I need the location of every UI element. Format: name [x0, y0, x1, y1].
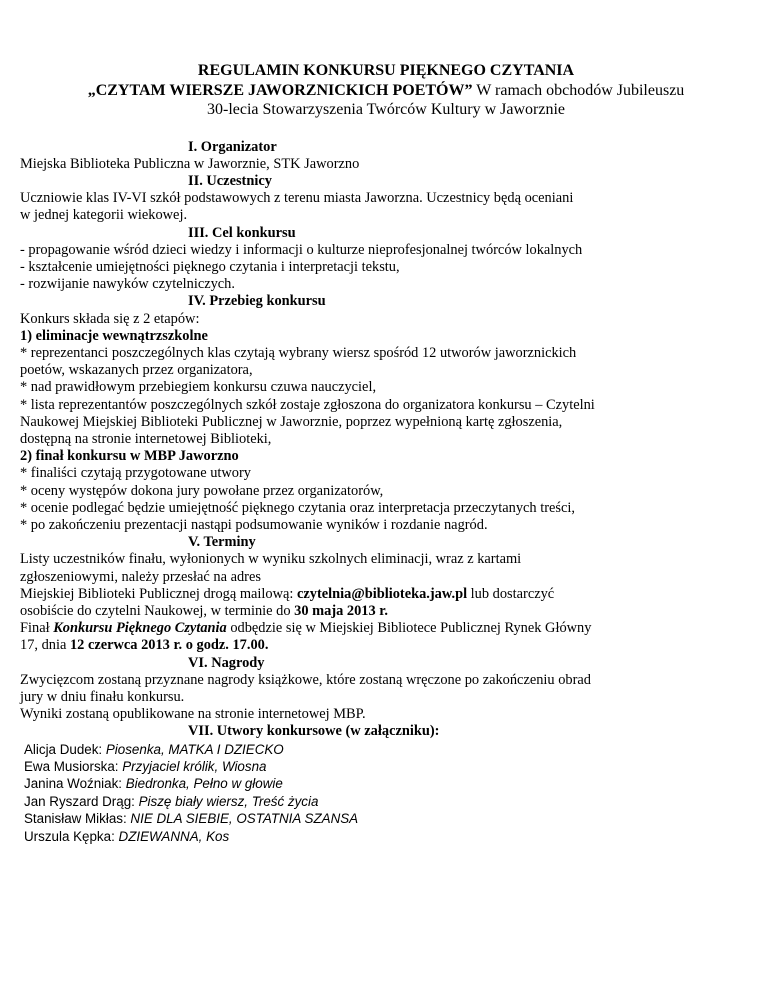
stage-2-line: * finaliści czytają przygotowane utwory	[20, 465, 251, 482]
title-line-2-rest: W ramach obchodów Jubileuszu	[472, 81, 685, 99]
dates-line-6-text: 17, dnia	[20, 637, 70, 654]
stage-2-line: * po zakończeniu prezentacji nastąpi podsumowanie wyników i rozdanie nagród.	[20, 516, 488, 533]
work-titles: Biedronka, Pełno w głowie	[125, 776, 283, 792]
dates-line-2: zgłoszeniowymi, należy przesłać na adres	[20, 568, 261, 585]
title-line-2	[20, 81, 752, 101]
stage-1-line: * nad prawidłowym przebiegiem konkursu czuwa nauczyciel,	[20, 379, 377, 396]
dates-line-1: Listy uczestników finału, wyłonionych w wyniku szkolnych eliminacji, wraz z kartami	[20, 551, 522, 568]
section-dates-heading: V. Terminy	[188, 534, 256, 551]
stage-1-line: * lista reprezentantów poszczególnych szkół zostaje zgłoszona do organizatora konkursu – Czytelni	[20, 396, 595, 413]
list-item	[24, 758, 752, 775]
stage-2-line: * oceny występów dokona jury powołane przez organizatorów,	[20, 482, 384, 499]
dates-line-3-text: Miejskiej Biblioteki Publicznej drogą mailową:	[20, 585, 297, 602]
section-course-heading: IV. Przebieg konkursu	[188, 293, 326, 310]
dates-line-5	[20, 620, 752, 637]
work-titles: NIE DLA SIEBIE, OSTATNIA SZANSA	[130, 811, 359, 827]
goal-item: - propagowanie wśród dzieci wiedzy i informacji o kulturze nieprofesjonalnej twórców lokalnych	[20, 241, 583, 258]
list-item	[24, 775, 752, 792]
section-goal-heading: III. Cel konkursu	[188, 224, 296, 241]
contest-motto: „CZYTAM WIERSZE JAWORZNICKICH POETÓW”	[87, 81, 473, 99]
section-organizer-text: Miejska Biblioteka Publiczna w Jaworznie, STK Jaworzno	[20, 155, 360, 172]
section-prizes-heading: VI. Nagrody	[188, 654, 265, 671]
dates-line-4-text: osobiście do czytelni Naukowej, w terminie do	[20, 602, 295, 619]
dates-line-4	[20, 603, 752, 620]
stage-1-line: poetów, wskazanych przez organizatora,	[20, 362, 253, 379]
work-author: Ewa Musiorska:	[24, 759, 123, 775]
goal-item: - kształcenie umiejętności pięknego czytania i interpretacji tekstu,	[20, 258, 400, 275]
work-author: Urszula Kępka:	[24, 828, 119, 844]
work-titles: Przyjaciel królik, Wiosna	[122, 759, 267, 775]
final-date: 12 czerwca 2013 r. o godz. 17.00.	[69, 637, 269, 654]
title-line-1: REGULAMIN KONKURSU PIĘKNEGO CZYTANIA	[197, 62, 575, 79]
work-titles: DZIEWANNA, Kos	[118, 828, 230, 844]
section-works-heading: VII. Utwory konkursowe (w załączniku):	[188, 723, 440, 740]
dates-line-3-rest: lub dostarczyć	[467, 585, 555, 602]
title-line-3: 30-lecia Stowarzyszenia Twórców Kultury w Jaworznie	[206, 101, 566, 118]
work-titles: Piszę biały wiersz, Treść życia	[138, 793, 319, 809]
deadline-date: 30 maja 2013 r.	[294, 602, 388, 619]
stage-2-heading: 2) finał konkursu w MBP Jaworzno	[20, 448, 239, 465]
list-item	[24, 828, 752, 845]
stage-1-heading: 1) eliminacje wewnątrzszkolne	[20, 327, 208, 344]
list-item	[24, 741, 752, 758]
spacer	[20, 120, 752, 139]
stage-1-line: Naukowej Miejskiej Biblioteki Publicznej w Jaworznie, poprzez wypełnioną kartę zgłoszenia,	[20, 413, 563, 430]
course-intro: Konkurs składa się z 2 etapów:	[20, 310, 200, 327]
contest-name: Konkursu Pięknego Czytania	[53, 620, 227, 637]
dates-line-6	[20, 637, 752, 654]
list-item	[24, 793, 752, 810]
prizes-line-2: jury w dniu finału konkursu.	[20, 689, 185, 705]
email-address[interactable]: czytelnia@biblioteka.jaw.pl	[296, 585, 468, 602]
goal-item: - rozwijanie nawyków czytelniczych.	[20, 276, 235, 293]
section-organizer-heading: I. Organizator	[188, 138, 277, 155]
work-author: Alicja Dudek:	[24, 741, 106, 757]
stage-1-line: dostępną na stronie internetowej Biblioteki,	[20, 430, 272, 447]
stage-2-line: * ocenie podlegać będzie umiejętność pięknego czytania oraz interpretacja przeczytanych treści,	[20, 499, 575, 516]
list-item	[24, 810, 752, 827]
dates-line-5-text: Finał	[20, 620, 54, 637]
work-author: Janina Woźniak:	[24, 776, 126, 792]
document-page	[20, 61, 752, 845]
prizes-line-1: Zwycięzcom zostaną przyznane nagrody książkowe, które zostaną wręczone po zakończeniu obrad	[20, 671, 591, 688]
participants-line-1: Uczniowie klas IV-VI szkół podstawowych z terenu miasta Jaworzna. Uczestnicy będą oceniani	[20, 190, 574, 207]
dates-line-5-rest: odbędzie się w Miejskiej Bibliotece Publicznej Rynek Główny	[226, 620, 592, 637]
work-author: Stanisław Mikłas:	[24, 811, 131, 827]
document-title	[20, 61, 752, 120]
section-participants-heading: II. Uczestnicy	[188, 172, 272, 189]
dates-line-3	[20, 586, 752, 603]
work-titles: Piosenka, MATKA I DZIECKO	[105, 741, 284, 757]
works-list	[20, 741, 752, 845]
work-author: Jan Ryszard Drąg:	[24, 793, 139, 809]
prizes-line-3: Wyniki zostaną opublikowane na stronie internetowej MBP.	[20, 706, 366, 723]
participants-line-2: w jednej kategorii wiekowej.	[20, 207, 188, 224]
stage-1-line: * reprezentanci poszczególnych klas czytają wybrany wiersz spośród 12 utworów jaworznickich	[20, 344, 577, 361]
